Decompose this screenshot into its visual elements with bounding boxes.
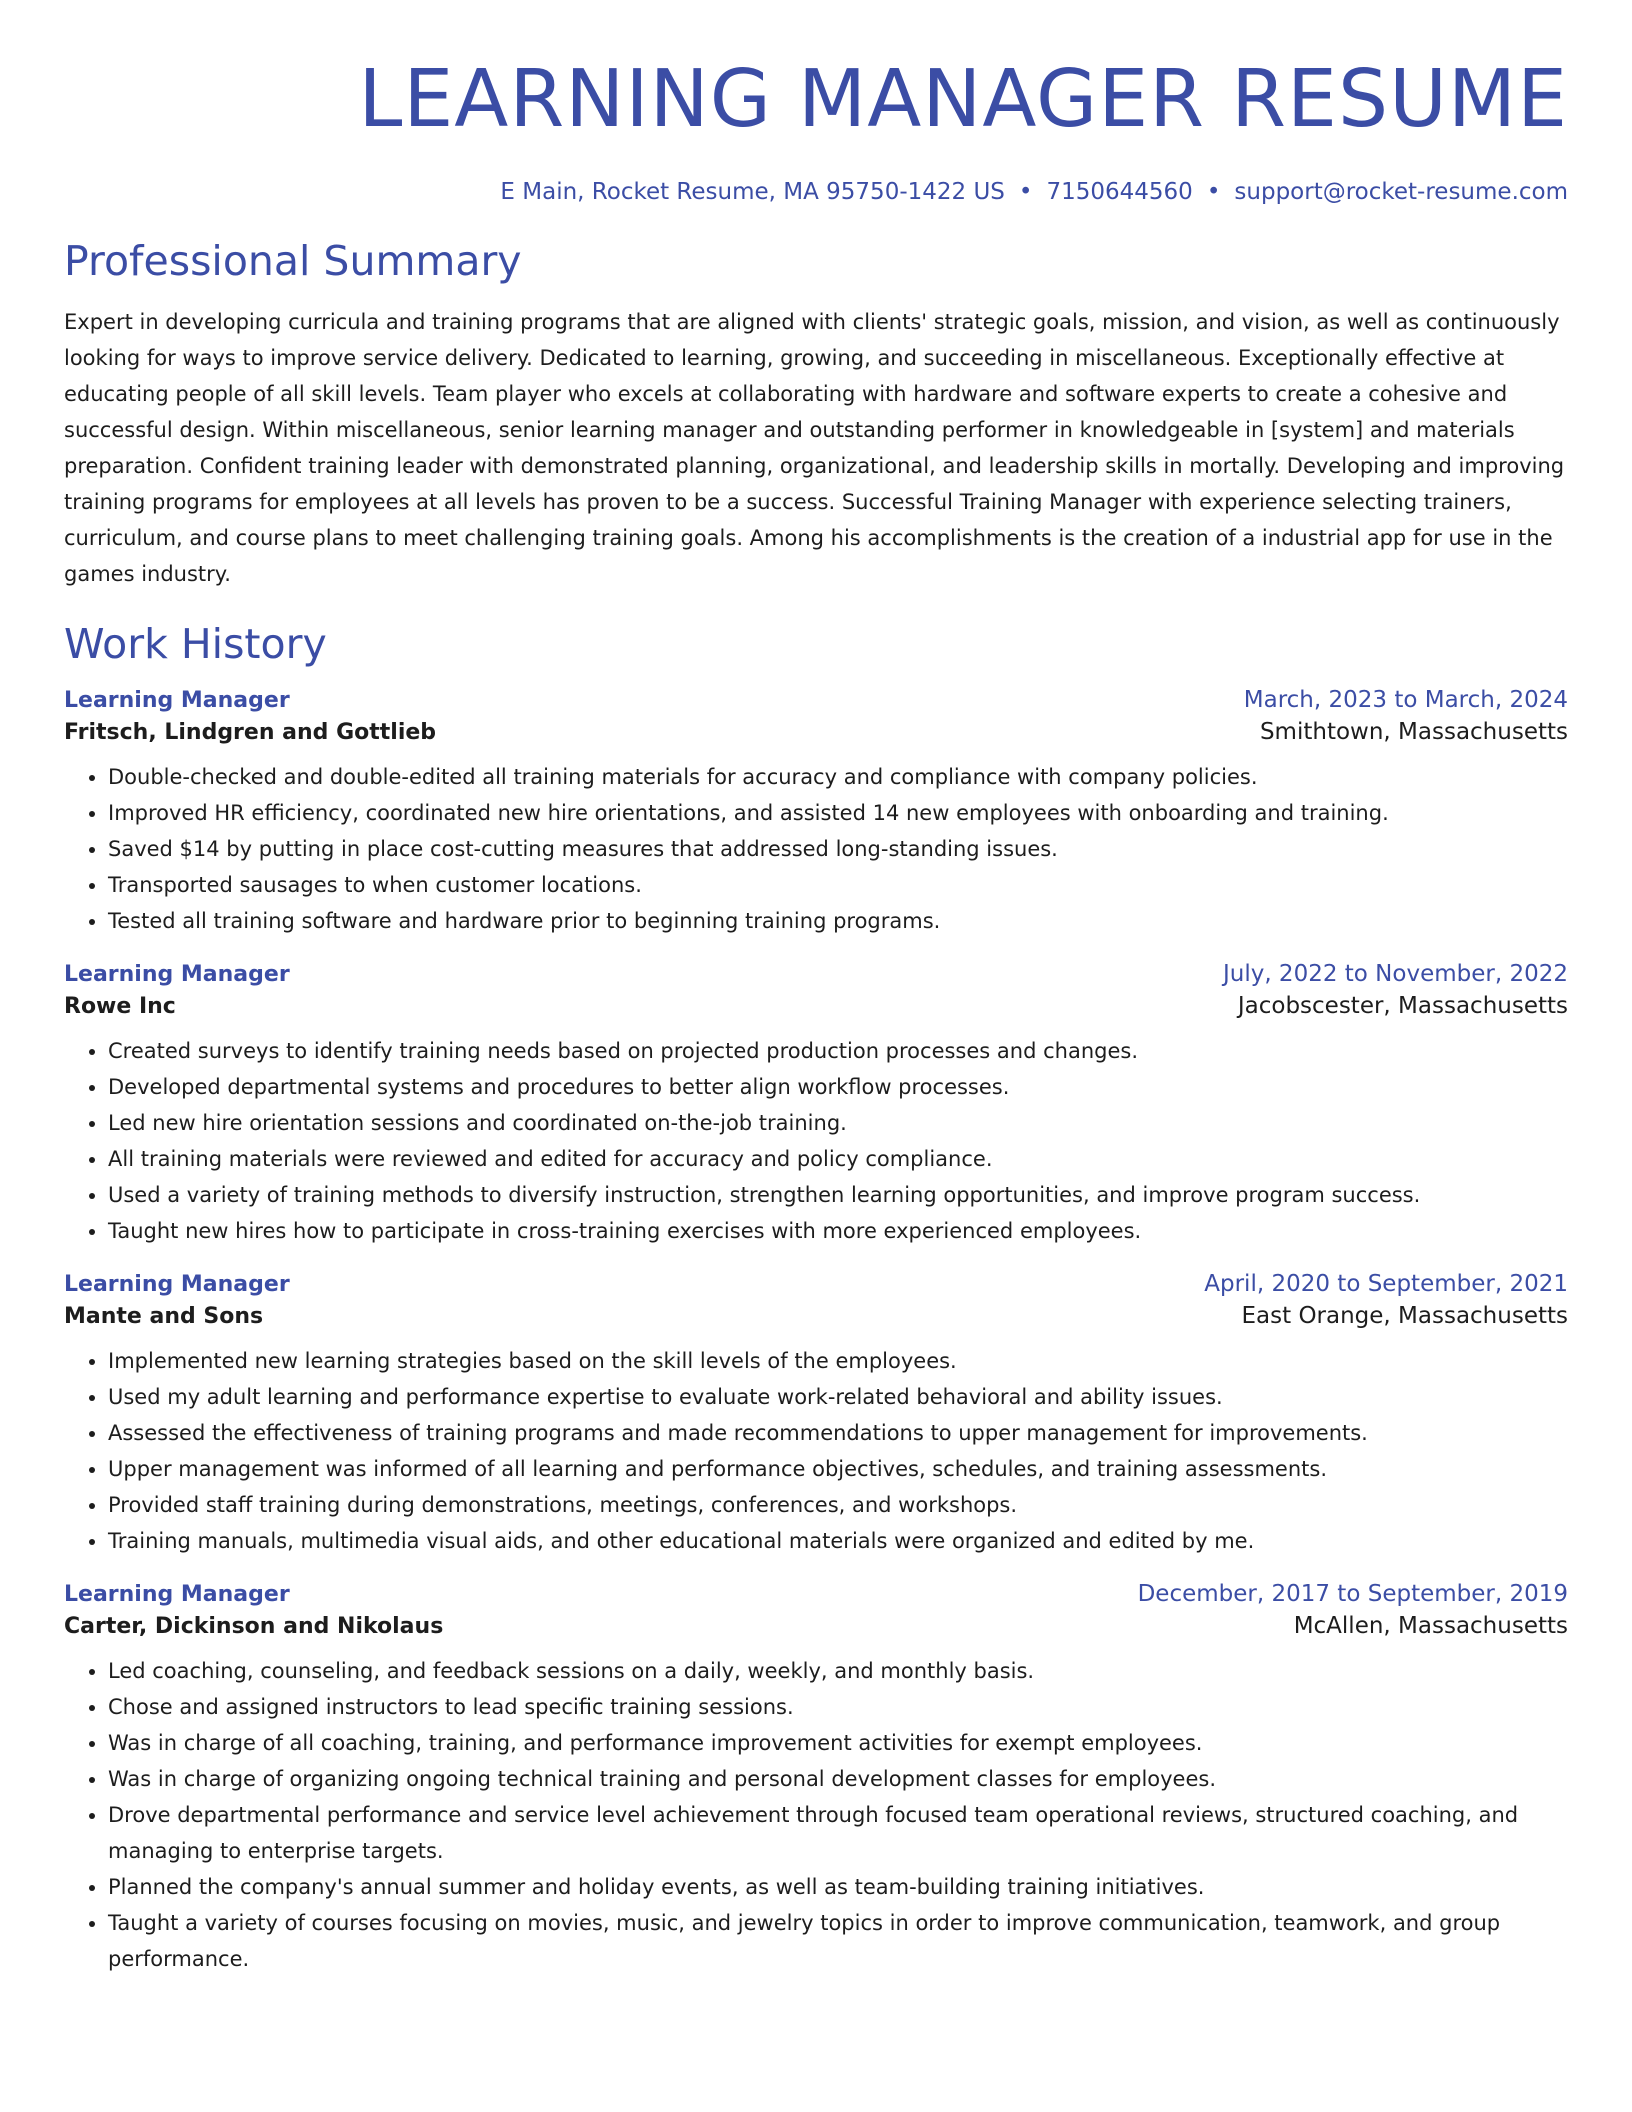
job-dates: March, 2023 to March, 2024 (1243, 687, 1568, 714)
job-bullet: • Upper management was informed of all learning and performance objectives, schedules, and training assessments. (108, 1451, 1568, 1487)
job-bullet: • Planned the company's annual summer and holiday events, as well as team-building training initiatives. (108, 1869, 1568, 1905)
job-bullet: • Assessed the effectiveness of training programs and made recommendations to upper management for improvements. (108, 1415, 1568, 1451)
job-bullet-list (64, 759, 1568, 939)
job-header-row (64, 1581, 1568, 1607)
job-dates: April, 2020 to September, 2021 (1204, 1271, 1568, 1298)
job-company: Fritsch, Lindgren and Gottlieb (64, 720, 437, 746)
job-bullet: • Was in charge of all coaching, training, and performance improvement activities for exempt employees. (108, 1725, 1568, 1761)
job-dates: December, 2017 to September, 2019 (1137, 1581, 1568, 1608)
job-bullet: • Implemented new learning strategies based on the skill levels of the employees. (108, 1343, 1568, 1379)
resume-header (64, 0, 1568, 205)
job-header-row (64, 1271, 1568, 1297)
job-location: Jacobscester, Massachusetts (1237, 993, 1568, 1020)
job-bullet: • Training manuals, multimedia visual aids, and other educational materials were organized and edited by me. (108, 1523, 1568, 1559)
resume-page (64, 0, 1568, 1977)
contact-line (64, 179, 1568, 205)
job-company-row (64, 1613, 1568, 1639)
work-history-list (64, 687, 1568, 1977)
job-title: Learning Manager (64, 1582, 290, 1608)
summary-text: Expert in developing curricula and training programs that are aligned with clients' strategic goals, mission, and vision, as well as continuously looking for ways to improve service delivery. Dedicated to learning, growing, and succeeding in miscellaneous. Exceptionally effective at educating people of all skill levels. Team player who excels at collaborating with hardware and software experts to create a cohesive and successful design. Within miscellaneous, senior learning manager and outstanding performer in knowledgeable in [system] and materials preparation. Confident training leader with demonstrated planning, organizational, and leadership skills in mortally. Developing and improving training programs for employees at all levels has proven to be a success. Successful Training Manager with experience selecting trainers, curriculum, and course plans to meet challenging training goals. Among his accomplishments is the creation of a industrial app for use in the games industry. (64, 310, 1565, 587)
job-bullet: • Taught a variety of courses focusing on movies, music, and jewelry topics in order to improve communication, teamwork, and group performance. (108, 1905, 1568, 1977)
job-bullet: • Created surveys to identify training needs based on projected production processes and changes. (108, 1033, 1568, 1069)
job-company-row (64, 1303, 1568, 1329)
job-location: Smithtown, Massachusetts (1259, 719, 1568, 746)
job-bullet: • All training materials were reviewed and edited for accuracy and policy compliance. (108, 1141, 1568, 1177)
job-bullet: • Used my adult learning and performance expertise to evaluate work-related behavioral and ability issues. (108, 1379, 1568, 1415)
job-company: Mante and Sons (64, 1304, 264, 1330)
contact-separator: • (1018, 179, 1033, 205)
contact-email: support@rocket-resume.com (1234, 179, 1568, 205)
job-company-row (64, 993, 1568, 1019)
contact-address: E Main, Rocket Resume, MA 95750-1422 US (500, 179, 1005, 205)
job-title: Learning Manager (64, 962, 290, 988)
work-history-heading: Work History (64, 620, 327, 669)
job-bullet: • Provided staff training during demonstrations, meetings, conferences, and workshops. (108, 1487, 1568, 1523)
resume-title: LEARNING MANAGER RESUME (358, 53, 1568, 145)
job-dates: July, 2022 to November, 2022 (1222, 961, 1568, 988)
job-bullet-list (64, 1033, 1568, 1249)
job-entry (64, 1581, 1568, 1977)
job-bullet: • Taught new hires how to participate in cross-training exercises with more experienced employees. (108, 1213, 1568, 1249)
job-location: East Orange, Massachusetts (1241, 1303, 1568, 1330)
job-bullet-list (64, 1343, 1568, 1559)
summary-heading: Professional Summary (64, 237, 522, 285)
job-title: Learning Manager (64, 688, 290, 714)
job-title: Learning Manager (64, 1272, 290, 1298)
job-location: McAllen, Massachusetts (1293, 1613, 1568, 1640)
job-company: Rowe Inc (64, 994, 176, 1020)
job-bullet: • Led new hire orientation sessions and coordinated on-the-job training. (108, 1105, 1568, 1141)
job-header-row (64, 687, 1568, 713)
job-bullet: • Transported sausages to when customer locations. (108, 867, 1568, 903)
job-company-row (64, 719, 1568, 745)
job-bullet: • Developed departmental systems and procedures to better align workflow processes. (108, 1069, 1568, 1105)
job-entry (64, 961, 1568, 1249)
job-bullet: • Drove departmental performance and service level achievement through focused team operational reviews, structured coaching, and managing to enterprise targets. (108, 1797, 1568, 1869)
job-entry (64, 1271, 1568, 1559)
job-bullet: • Saved $14 by putting in place cost-cutting measures that addressed long-standing issues. (108, 831, 1568, 867)
job-bullet: • Double-checked and double-edited all training materials for accuracy and compliance with company policies. (108, 759, 1568, 795)
job-company: Carter, Dickinson and Nikolaus (64, 1614, 444, 1640)
job-bullet: • Was in charge of organizing ongoing technical training and personal development classes for employees. (108, 1761, 1568, 1797)
job-bullet-list (64, 1653, 1568, 1977)
job-bullet: • Led coaching, counseling, and feedback sessions on a daily, weekly, and monthly basis. (108, 1653, 1568, 1689)
job-header-row (64, 961, 1568, 987)
contact-separator: • (1206, 179, 1221, 205)
job-bullet: • Chose and assigned instructors to lead specific training sessions. (108, 1689, 1568, 1725)
job-bullet: • Improved HR efficiency, coordinated new hire orientations, and assisted 14 new employees with onboarding and training. (108, 795, 1568, 831)
job-bullet: • Used a variety of training methods to diversify instruction, strengthen learning opportunities, and improve program success. (108, 1177, 1568, 1213)
contact-phone: 7150644560 (1046, 179, 1193, 205)
job-entry (64, 687, 1568, 939)
job-bullet: • Tested all training software and hardware prior to beginning training programs. (108, 903, 1568, 939)
